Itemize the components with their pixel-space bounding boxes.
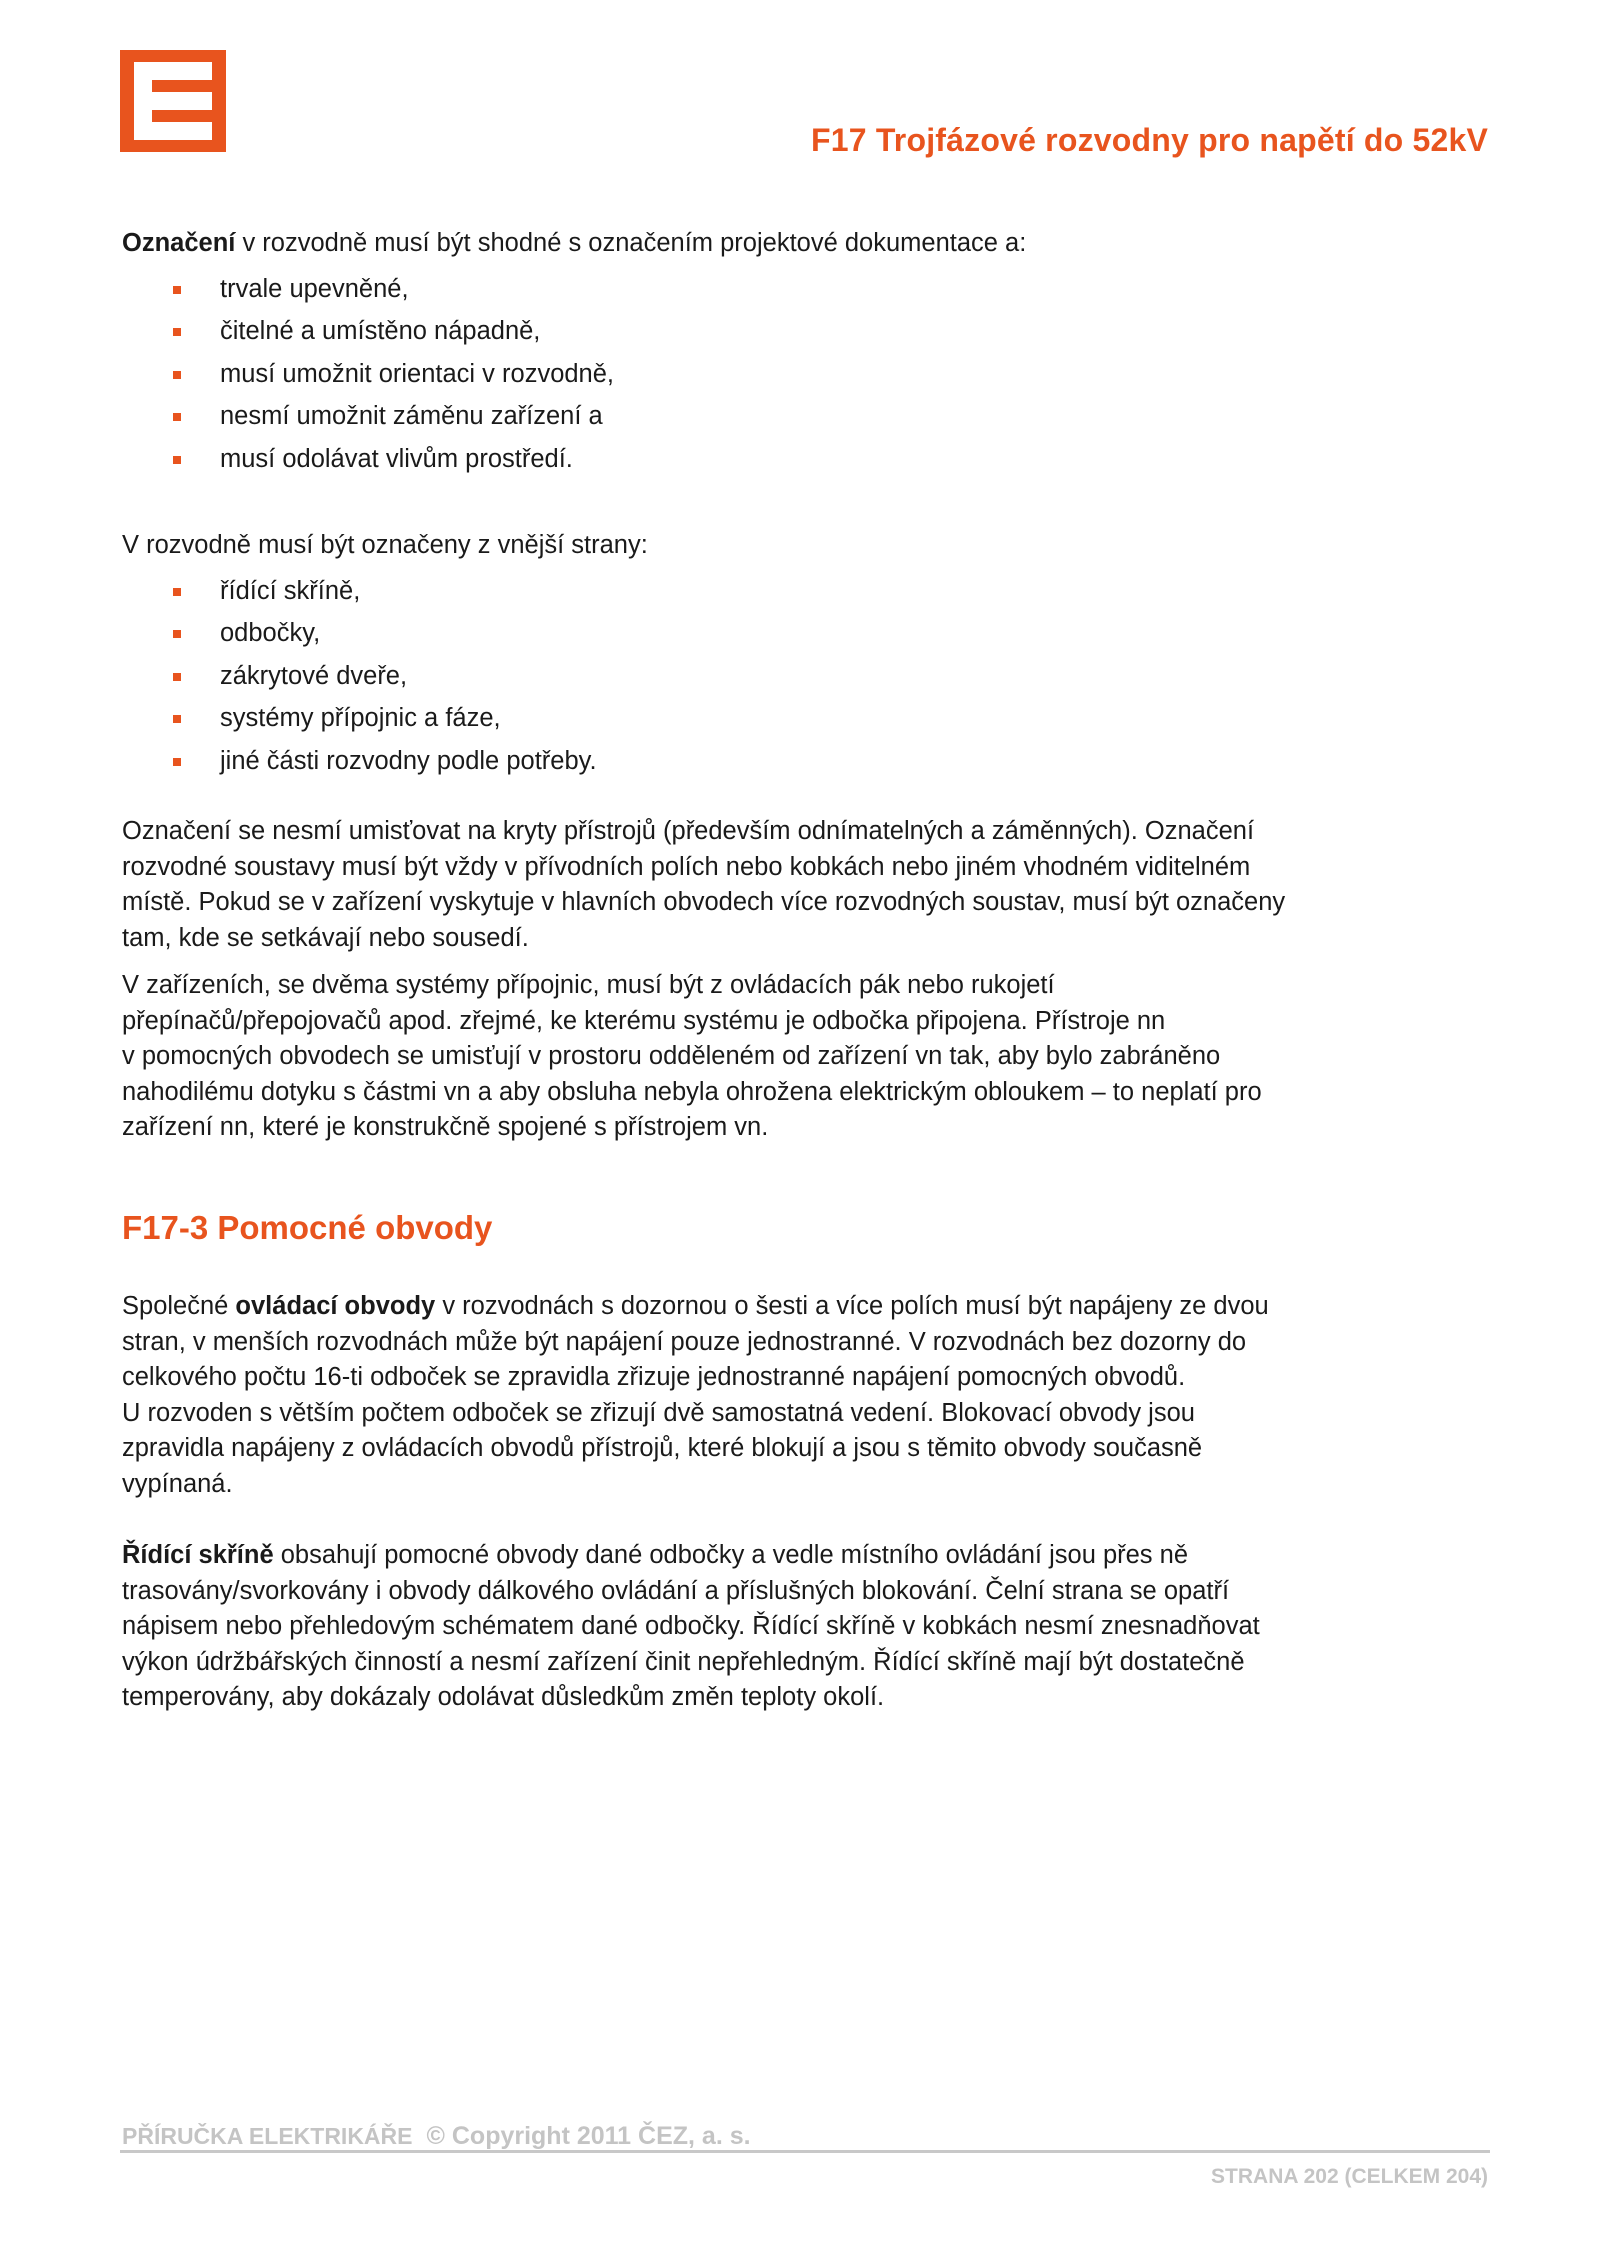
control-circuits-bold: ovládací obvody	[235, 1292, 436, 1320]
bullet-icon	[173, 328, 181, 336]
bullet-icon	[173, 456, 181, 464]
bullet-icon	[173, 286, 181, 294]
list-item: trvale upevněné,	[122, 268, 1488, 311]
document-title: F17 Trojfázové rozvodny pro napětí do 52kV	[811, 122, 1488, 158]
list-item: zákrytové dveře,	[122, 655, 1488, 698]
footer-publication: PŘÍRUČKA ELEKTRIKÁŘE	[122, 2123, 413, 2149]
footer-divider	[120, 2150, 1490, 2153]
bullet-icon	[173, 715, 181, 723]
bullet-icon	[173, 371, 181, 379]
exterior-marking-intro: V rozvodně musí být označeny z vnější strany:	[122, 531, 648, 559]
list-item: musí umožnit orientaci v rozvodně,	[122, 353, 1488, 396]
marking-intro-rest: v rozvodně musí být shodné s označením projektové dokumentace a:	[235, 229, 1027, 257]
list-item: řídící skříně,	[122, 570, 1488, 613]
section-heading: F17-3 Pomocné obvody	[122, 1208, 493, 1246]
bullet-icon	[173, 413, 181, 421]
marking-placement-paragraph: Označení se nesmí umisťovat na kryty přístrojů (především odnímatelných a záměnných). Označení rozvodné soustavy musí být vždy v přívodních polích nebo kobkách nebo jiném vhodném viditelném místě. Pokud se v zařízení vyskytuje v hlavních obvodech více rozvodných soustav, musí být označeny tam, kde se setkávají nebo sousedí.	[122, 817, 1286, 952]
bullet-icon	[173, 588, 181, 596]
list-item: musí odolávat vlivům prostředí.	[122, 438, 1488, 481]
cez-logo-icon	[120, 50, 226, 152]
page-number: STRANA 202 (CELKEM 204)	[1211, 2165, 1488, 2188]
list-item: nesmí umožnit záměnu zařízení a	[122, 395, 1488, 438]
list-item: jiné části rozvodny podle potřeby.	[122, 740, 1488, 783]
marking-intro	[122, 226, 1488, 262]
list-item: systémy přípojnic a fáze,	[122, 697, 1488, 740]
marking-intro-bold: Označení	[122, 229, 236, 257]
bullet-icon	[173, 758, 181, 766]
control-cabinets-paragraph: Řídící skříně obsahují pomocné obvody dané odbočky a vedle místního ovládání jsou přes ně trasovány/svorkovány i obvody dálkového ovládání a příslušných blokování. Čelní strana se opatří nápisem nebo přehledovým schématem dané odbočky. Řídící skříně v kobkách nesmí znesnadňovat výkon údržbářských činností a nesmí zařízení činit nepřehledným. Řídící skříně mají být dostatečně temperovány, aby dokázaly odolávat důsledkům změn teploty okolí.	[122, 1541, 1260, 1711]
footer-copyright: © Copyright 2011 ČEZ, a. s.	[426, 2122, 751, 2150]
exterior-marking-list	[122, 570, 1488, 783]
busbar-systems-paragraph: V zařízeních, se dvěma systémy přípojnic, musí být z ovládacích pák nebo rukojetí přepínačů/přepojovačů apod. zřejmé, ke kterému systému je odbočka připojena. Přístroje nn v pomocných obvodech se umisťují v prostoru odděleném od zařízení vn tak, aby bylo zabráněno nahodilému dotyku s částmi vn a aby obsluha nebyla ohrožena elektrickým obloukem – to neplatí pro zařízení nn, které je konstrukčně spojené s přístrojem vn.	[122, 971, 1262, 1141]
bullet-icon	[173, 673, 181, 681]
list-item: čitelné a umístěno nápadně,	[122, 310, 1488, 353]
footer-left	[122, 2122, 751, 2151]
marking-requirements-list	[122, 268, 1488, 481]
bullet-icon	[173, 630, 181, 638]
page-content	[122, 226, 1488, 1716]
control-cabinets-bold: Řídící skříně	[122, 1541, 274, 1569]
list-item: odbočky,	[122, 612, 1488, 655]
control-circuits-paragraph: Společné ovládací obvody v rozvodnách s dozornou o šesti a více polích musí být napájeny ze dvou stran, v menších rozvodnách může být napájení pouze jednostranné. V rozvodnách bez dozorny do celkového počtu 16-ti odboček se zpravidla zřizuje jednostranné napájení pomocných obvodů. U rozvoden s větším počtem odboček se zřizují dvě samostatná vedení. Blokovací obvody jsou zpravidla napájeny z ovládacích obvodů přístrojů, které blokují a jsou s těmito obvody současně vypínaná.	[122, 1292, 1269, 1498]
